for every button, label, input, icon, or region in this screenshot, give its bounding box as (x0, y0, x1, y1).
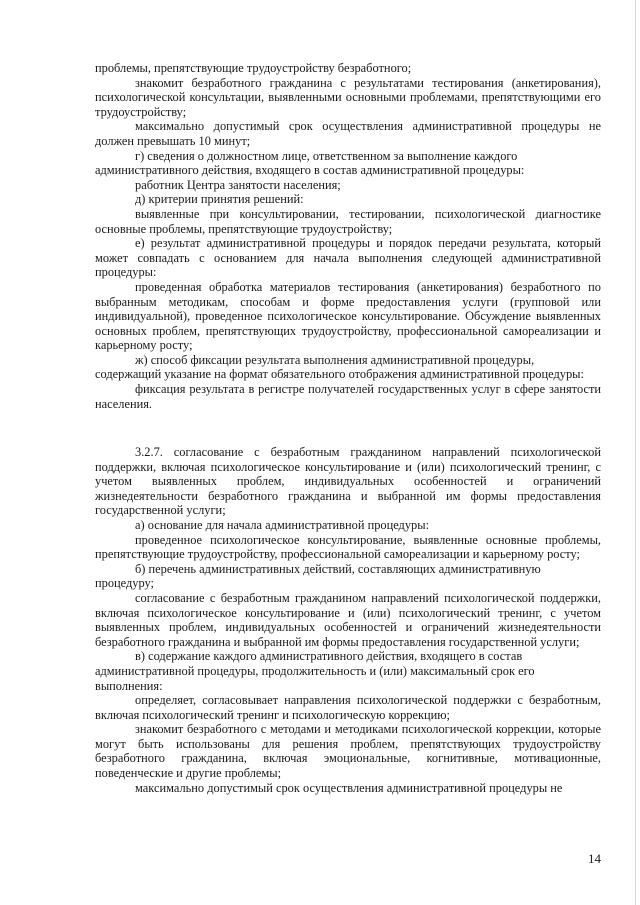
paragraph: определяет, согласовывает направления психологической поддержки с безработным, включая психологический тренинг и психологическую коррекцию; (95, 693, 601, 722)
paragraph: г) сведения о должностном лице, ответственном за выполнение каждого административного действия, входящего в состав административной процедуры: (95, 148, 525, 178)
paragraph: в) содержание каждого административного действия, входящего в состав административной процедуры, продолжительность и (или) максимальный срок его выполнения: (95, 649, 535, 693)
paragraph: проведенная обработка материалов тестирования (анкетирования) безработного по выбранным методикам, способам и форме предоставления услуги (групповой или индивидуальной), проведенное психологическое консультирование. Обсуждение выявленных основных проблем, препятствующих трудоустройству, профессиональной самореализации и карьерному росту; (95, 279, 601, 353)
paragraph: выявленные при консультировании, тестировании, психологической диагностике основные проблемы, препятствующие трудоустройству; (95, 206, 601, 236)
paragraph: максимально допустимый срок осуществления административной процедуры не (135, 780, 563, 795)
paragraph: д) критерии принятия решений: (135, 192, 304, 207)
paragraph: знакомит безработного с методами и методиками психологической коррекции, которые могут быть использованы для решения проблем, препятствующих трудоустройству безработного гражданина, включая эмоциональные, когнитивные, мотивационные, поведенческие и другие проблемы; (95, 722, 601, 781)
paragraph: а) основание для начала административной процедуры: (135, 517, 430, 532)
paragraph: фиксация результата в регистре получателей государственных услуг в сфере занятости населения. (95, 382, 601, 411)
paragraph: согласование с безработным гражданином направлений психологической поддержки, включая психологическое консультирование и (или) психологический тренинг, с учетом выявленных проблем, индивидуальных особенностей и ограничений жизнедеятельности безработного гражданина и выбранной им формы предоставления государственной услуги; (95, 590, 601, 649)
paragraph: максимально допустимый срок осуществления административной процедуры не должен превышать 10 минут; (95, 119, 601, 148)
text-block-top (95, 61, 601, 411)
text-block-bottom (95, 445, 601, 795)
paragraph: знакомит безработного гражданина с результатами тестирования (анкетирования), психологической консультации, выявленными основными проблемами, препятствующими его трудоустройству; (95, 75, 601, 119)
paragraph: работник Центра занятости населения; (135, 177, 341, 192)
paragraph: проблемы, препятствующие трудоустройству безработного; (95, 61, 412, 75)
paragraph: проведенное психологическое консультирование, выявленные основные проблемы, препятствующие трудоустройству, профессиональной самореализации и карьерному росту; (95, 532, 601, 562)
paragraph: б) перечень административных действий, составляющих административную процедуру; (95, 561, 541, 591)
page-number: 14 (588, 851, 601, 866)
scan-edge-line (635, 0, 636, 905)
paragraph: е) результат административной процедуры и порядок передачи результата, который может совпадать с основанием для начала выполнения следующей административной процедуры: (95, 236, 601, 280)
paragraph: ж) способ фиксации результата выполнения административной процедуры, содержащий указание на формат обязательного отображения административной процедуры: (95, 352, 584, 382)
paragraph: 3.2.7. согласование с безработным гражданином направлений психологической поддержки, включая психологическое консультирование и (или) психологический тренинг, с учетом выявленных проблем, индивидуальных особенностей и ограничений жизнедеятельности безработного гражданина и выбранной им формы предоставления государственной услуги; (95, 445, 601, 518)
